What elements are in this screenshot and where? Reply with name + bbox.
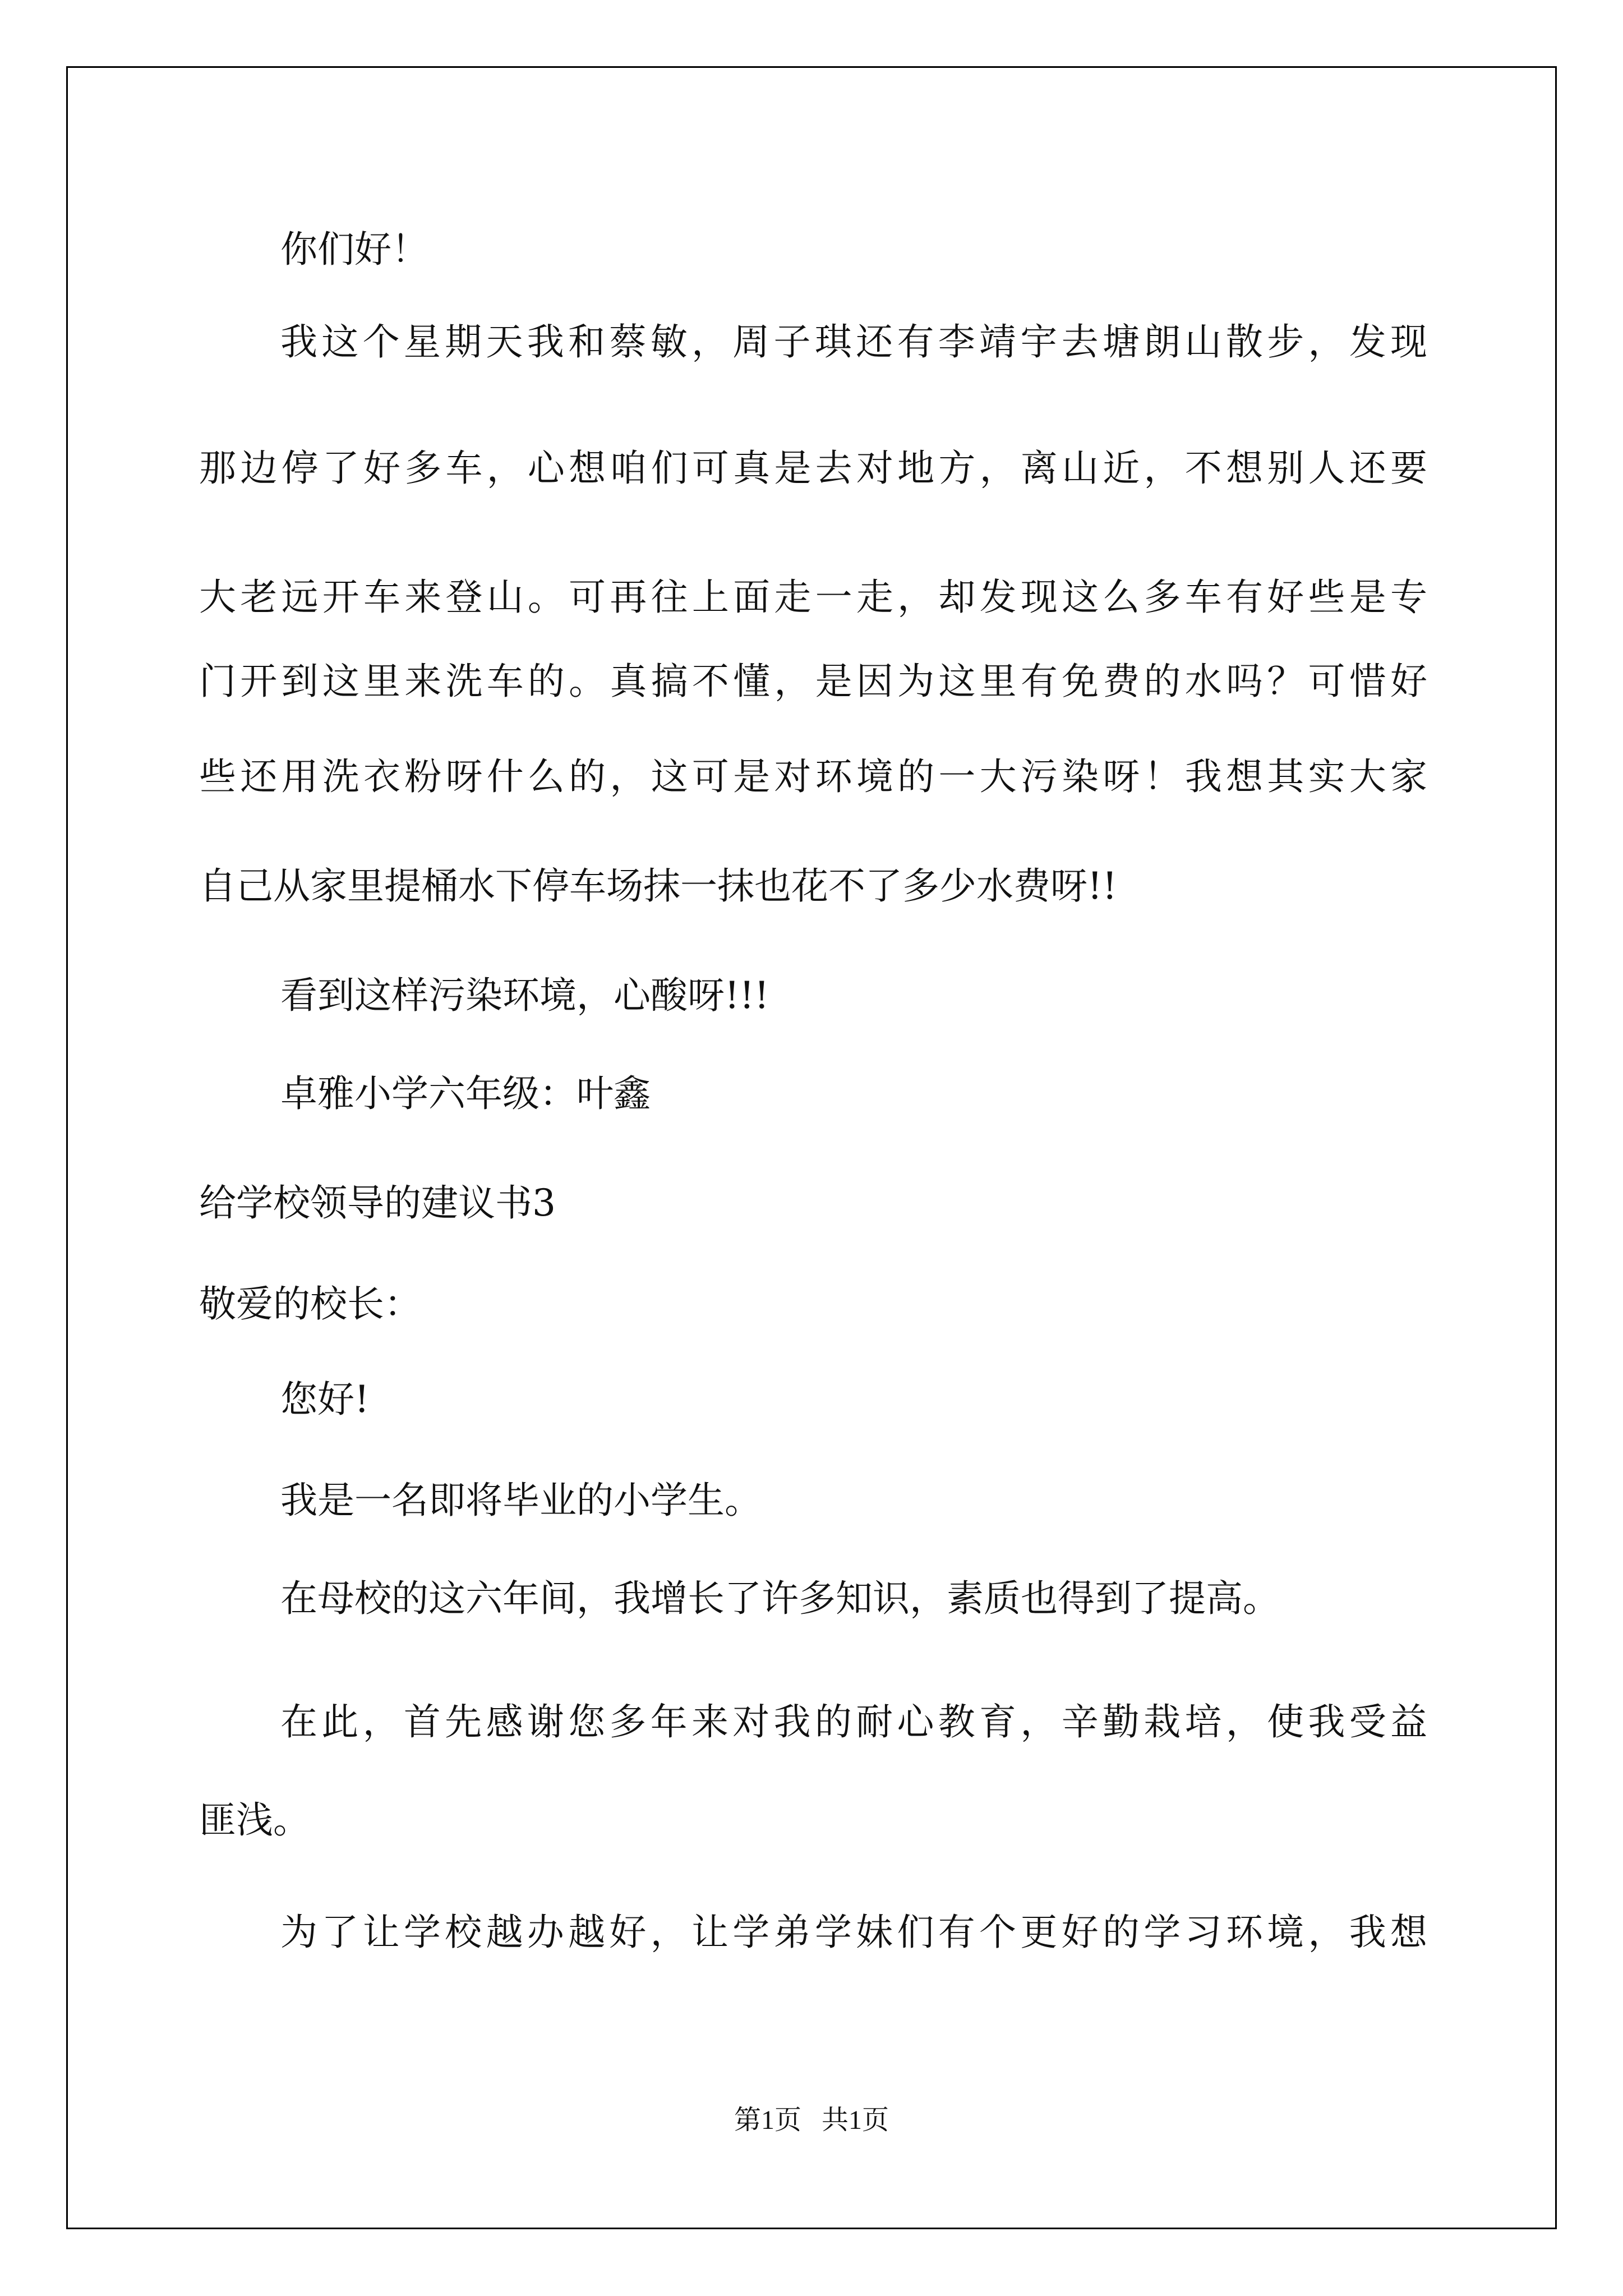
page-footer: 第1页 共1页 bbox=[734, 2105, 889, 2135]
signature-line: 卓雅小学六年级：叶鑫 bbox=[280, 1072, 651, 1115]
paragraph-line: 看到这样污染环境，心酸呀!!! bbox=[280, 974, 769, 1017]
paragraph-line: 门开到这里来洗车的。真搞不懂，是因为这里有免费的水吗？可惜好 bbox=[199, 660, 1427, 703]
paragraph-line: 我这个星期天我和蔡敏，周子琪还有李靖宇去塘朗山散步，发现 bbox=[280, 320, 1427, 364]
paragraph-line: 为了让学校越办越好，让学弟学妹们有个更好的学习环境，我想 bbox=[280, 1911, 1427, 1954]
paragraph-line: 些还用洗衣粉呀什么的，这可是对环境的一大污染呀！我想其实大家 bbox=[199, 755, 1427, 798]
paragraph-line: 自己从家里提桶水下停车场抹一抹也花不了多少水费呀!! bbox=[199, 864, 1118, 908]
letter-heading: 给学校领导的建议书3 bbox=[199, 1181, 556, 1225]
paragraph-line: 大老远开车来登山。可再往上面走一走，却发现这么多车有好些是专 bbox=[199, 576, 1427, 619]
paragraph-line: 在此，首先感谢您多年来对我的耐心教育，辛勤栽培，使我受益 bbox=[280, 1700, 1427, 1743]
salutation-greeting: 你们好！ bbox=[280, 228, 428, 271]
letter-addressee: 敬爱的校长： bbox=[199, 1282, 421, 1326]
paragraph-line: 那边停了好多车，心想咱们可真是去对地方，离山近，不想别人还要 bbox=[199, 447, 1427, 490]
page-border bbox=[66, 66, 1557, 2229]
paragraph-line: 在母校的这六年间，我增长了许多知识，素质也得到了提高。 bbox=[280, 1577, 1280, 1620]
paragraph-line: 我是一名即将毕业的小学生。 bbox=[280, 1479, 762, 1522]
paragraph-line: 匪浅。 bbox=[199, 1798, 310, 1842]
salutation-greeting: 您好! bbox=[280, 1378, 370, 1421]
